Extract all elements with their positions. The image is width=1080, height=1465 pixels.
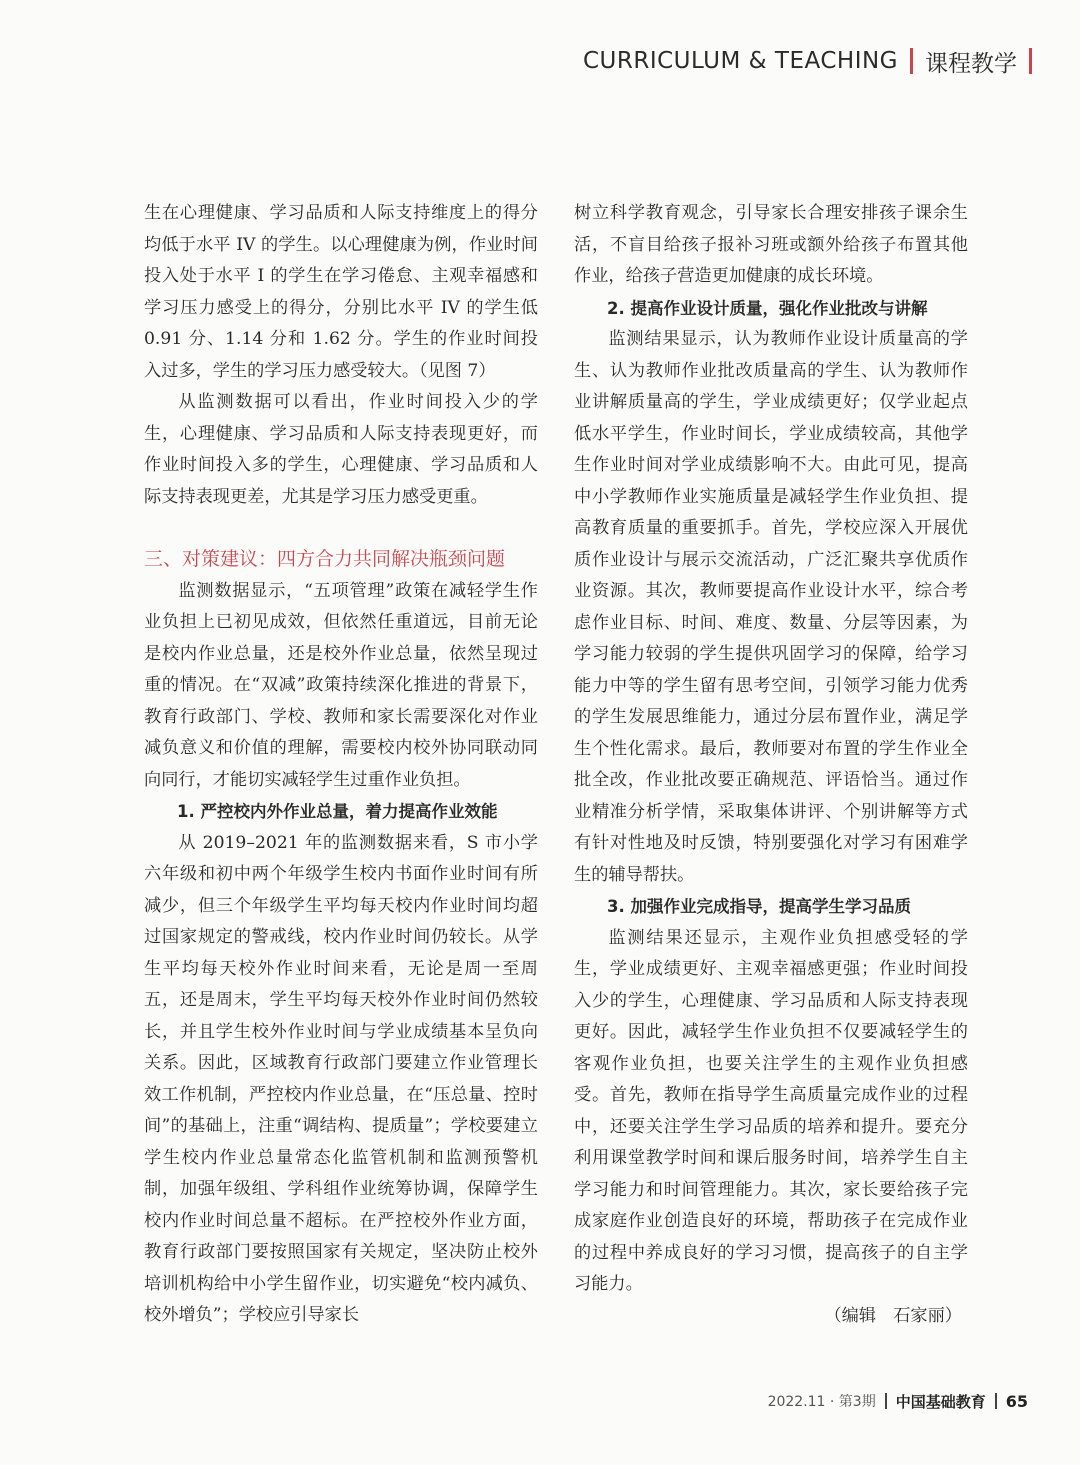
journal-name: 中国基础教育	[895, 1392, 986, 1411]
footer-divider	[885, 1393, 887, 1409]
section-title: 三、对策建议：四方合力共同解决瓶颈问题	[144, 548, 506, 570]
paragraph: 监测结果还显示，主观作业负担感受轻的学生，学业成绩更好、主观幸福感更强；作业时间投入少的学生，心理健康、学习品质和人际支持表现更好。因此，减轻学生作业负担不仅要减轻学生的客观作业负担，也要关注学生的主观作业负担感受。首先，教师在指导学生高质量完成作业的过程中，还要关注学生学习品质的培养和提升。要充分利用课堂教学时间和课后服务时间，培养学生自主学习能力和时间管理能力。其次，家长要给孩子完成家庭作业创造良好的环境，帮助孩子在完成作业的过程中养成良好的学习习惯，提高孩子的自主学习能力。	[574, 927, 968, 1294]
subheading: 3. 加强作业完成指导，提高学生学习品质	[607, 897, 911, 916]
paragraph: 监测结果显示，认为教师作业设计质量高的学生、认为教师作业批改质量高的学生、认为教师作业讲解质量高的学生，学业成绩更好；仅学业起点低水平学生，作业时间长，学业成绩较高，其他学生作业时间对学业成绩影响不大。由此可见，提高中小学教师作业实施质量是减轻学生作业负担、提高教育质量的重要抓手。首先，学校应深入开展优质作业设计与展示交流活动，广泛汇聚共享优质作业资源。其次，教师要提高作业设计水平，综合考虑作业目标、时间、难度、数量、分层等因素，为学习能力较弱的学生提供巩固学习的保障，给学习能力中等的学生留有思考空间，引领学习能力优秀的学生发展思维能力，通过分层布置作业，满足学生个性化需求。最后，教师要对布置的学生作业全批全改，作业批改要正确规范、评语恰当。通过作业精准分析学情，采取集体讲评、个别讲解等方式有针对性地及时反馈，特别要强化对学习有困难学生的辅导帮扶。	[574, 329, 968, 885]
header-divider	[910, 48, 913, 74]
paragraph: 生在心理健康、学习品质和人际支持维度上的得分均低于水平 IV 的学生。以心理健康为例，作业时间投入处于水平 I 的学生在学习倦怠、主观幸福感和学习压力感受上的得分，分别比水平 IV 的学生低 0.91 分、1.14 分和 1.62 分。学生的作业时间投入过多，学生的学习压力感受较大。（见图 7）	[144, 203, 538, 381]
right-column	[574, 198, 968, 1332]
paragraph: 监测数据显示，“五项管理”政策在减轻学生作业负担上已初见成效，但依然任重道远，目前无论是校内作业总量，还是校外作业总量，依然呈现过重的情况。在“双减”政策持续深化推进的背景下，教育行政部门、学校、教师和家长需要深化对作业减负意义和价值的理解，需要校内校外协同联动同向同行，才能切实减轻学生过重作业负担。	[144, 580, 538, 790]
header-title-cn: 课程教学	[925, 50, 1017, 77]
issue-label: 2022.11 · 第3期	[767, 1394, 876, 1410]
header-title-en: CURRICULUM & TEACHING	[582, 48, 898, 74]
paragraph: 树立科学教育观念，引导家长合理安排孩子课余生活，不盲目给孩子报补习班或额外给孩子布置其他作业，给孩子营造更加健康的成长环境。	[574, 203, 968, 286]
page-footer	[768, 1389, 1028, 1413]
paragraph: 从 2019–2021 年的监测数据来看，S 市小学六年级和初中两个年级学生校内书面作业时间有所减少，但三个年级学生平均每天校内作业时间均超过国家规定的警戒线，校内作业时间仍较长。从学生平均每天校外作业时间来看，无论是周一至周五，还是周末，学生平均每天校外作业时间仍然较长，并且学生校外作业时间与学业成绩基本呈负向关系。因此，区域教育行政部门要建立作业管理长效工作机制，严控校内作业总量，在“压总量、控时间”的基础上，注重“调结构、提质量”；学校要建立学生校内作业总量常态化监管机制和监测预警机制，加强年级组、学科组作业统筹协调，保障学生校内作业时间总量不超标。在严控校外作业方面，教育行政部门要按照国家有关规定，坚决防止校外培训机构给中小学生留作业，切实避免“校内减负、校外增负”；学校应引导家长	[144, 832, 538, 1325]
subheading: 1. 严控校内外作业总量，着力提高作业效能	[177, 802, 498, 821]
paragraph: 从监测数据可以看出，作业时间投入少的学生，心理健康、学习品质和人际支持表现更好，而作业时间投入多的学生，心理健康、学习品质和人际支持表现更差，尤其是学习压力感受更重。	[144, 392, 538, 507]
header-divider-end	[1029, 48, 1032, 74]
page-number: 65	[1005, 1391, 1028, 1411]
section-spacer	[144, 513, 538, 544]
editor-credit: （编辑 石家丽）	[824, 1305, 962, 1326]
left-column	[144, 198, 538, 1332]
running-header	[583, 44, 1032, 78]
subheading: 2. 提高作业设计质量，强化作业批改与讲解	[607, 298, 928, 318]
footer-divider	[995, 1393, 997, 1409]
